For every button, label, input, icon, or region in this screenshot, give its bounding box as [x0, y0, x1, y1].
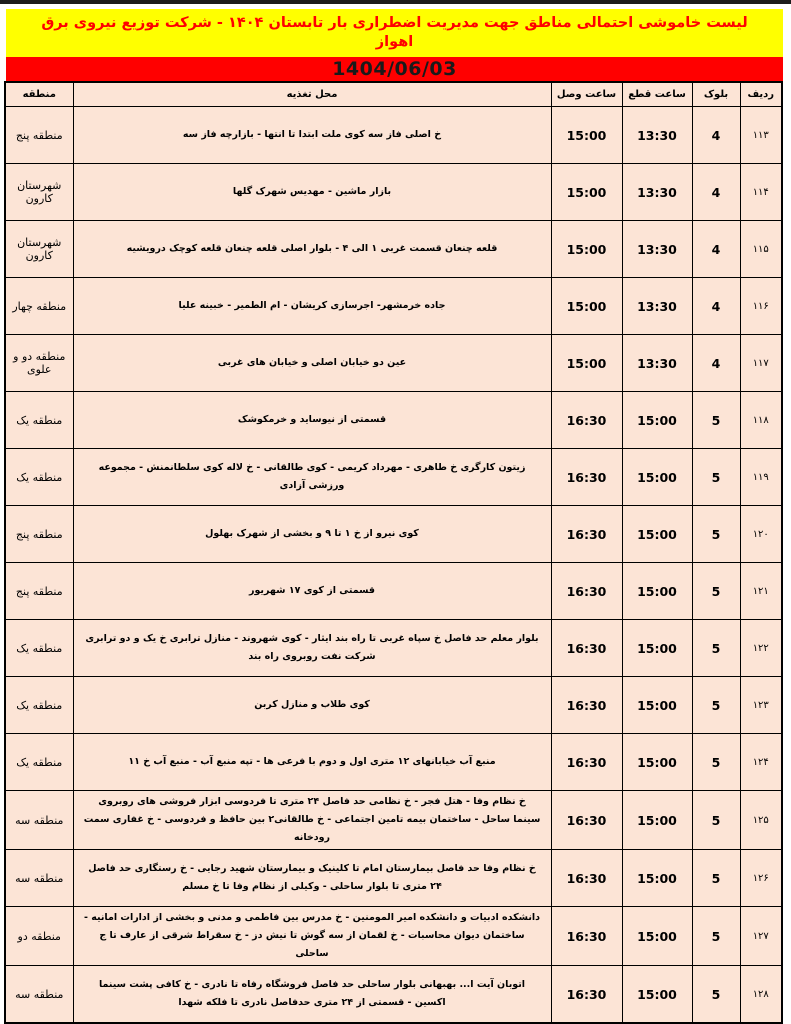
feed-location-cell: اتوبان آیت ا... بهبهانی بلوار ساحلی حد فاصل فروشگاه رفاه تا نادری - خ کافی پشت سینما اکسین - قسمتی از ۲۴ متری حدفاصل نادری تا فلکه شهدا — [73, 966, 551, 1023]
block-number-cell: 4 — [692, 278, 740, 335]
document-title: لیست خاموشی احتمالی مناطق جهت مدیریت اضطراری بار تابستان ۱۴۰۴ - شرکت توزیع نیروی برق اهواز — [41, 15, 748, 50]
row-number-cell: ۱۲۰ — [740, 506, 782, 563]
connect-time-cell: 16:30 — [551, 563, 622, 620]
column-header-region: منطقه — [5, 82, 73, 107]
header-row — [5, 82, 782, 107]
region-name-cell: منطقه دو و علوی — [5, 335, 73, 392]
table-row — [5, 335, 782, 392]
cut-time-cell: 15:00 — [622, 506, 692, 563]
region-name-cell: شهرستان کارون — [5, 164, 73, 221]
table-row — [5, 850, 782, 907]
cut-time-cell: 15:00 — [622, 449, 692, 506]
table-row — [5, 392, 782, 449]
connect-time-cell: 16:30 — [551, 907, 622, 966]
table-header — [5, 82, 782, 107]
block-number-cell: 5 — [692, 966, 740, 1023]
feed-location-cell: خ نظام وفا حد فاصل بیمارستان امام تا کلینیک و بیمارستان شهید رجایی - خ رستگاری حد فاصل ۲۴ متری تا بلوار ساحلی - وکیلی از نظام وفا تا خ مسلم — [73, 850, 551, 907]
row-number-cell: ۱۲۶ — [740, 850, 782, 907]
feed-location-cell: خ نظام وفا - هتل فجر - خ نظامی حد فاصل ۲۴ متری تا فردوسی ابزار فروشی های روبروی سینما ساحل - ساختمان بیمه تامین اجتماعی - خ طالقانی۲ بین حافظ و فردوسی - خ غفاری سمت رودخانه — [73, 791, 551, 850]
region-name-cell: منطقه یک — [5, 449, 73, 506]
connect-time-cell: 16:30 — [551, 966, 622, 1023]
region-name-cell: منطقه چهار — [5, 278, 73, 335]
block-number-cell: 5 — [692, 506, 740, 563]
region-name-cell: منطقه یک — [5, 392, 73, 449]
connect-time-cell: 16:30 — [551, 620, 622, 677]
row-number-cell: ۱۲۳ — [740, 677, 782, 734]
outage-schedule-table — [4, 81, 783, 1024]
table-row — [5, 278, 782, 335]
row-number-cell: ۱۲۵ — [740, 791, 782, 850]
connect-time-cell: 16:30 — [551, 506, 622, 563]
cut-time-cell: 15:00 — [622, 734, 692, 791]
column-header-cut-time: ساعت قطع — [622, 82, 692, 107]
feed-location-cell: منبع آب خیابانهای ۱۲ متری اول و دوم با فرعی ها - تپه منبع آب - منبع آب خ ۱۱ — [73, 734, 551, 791]
feed-location-cell: قسمتی از نیوساید و خرمکوشک — [73, 392, 551, 449]
feed-location-cell: جاده خرمشهر- اجرسازی کریشان - ام الطمیر - خبینه علیا — [73, 278, 551, 335]
column-header-block: بلوک — [692, 82, 740, 107]
row-number-cell: ۱۱۹ — [740, 449, 782, 506]
table-row — [5, 734, 782, 791]
block-number-cell: 4 — [692, 335, 740, 392]
block-number-cell: 4 — [692, 221, 740, 278]
region-name-cell: منطقه پنج — [5, 506, 73, 563]
block-number-cell: 5 — [692, 791, 740, 850]
table-row — [5, 677, 782, 734]
feed-location-cell: دانشکده ادبیات و دانشکده امیر المومنین - خ مدرس بین فاطمی و مدنی و بخشی از ادارات امانیه - ساختمان دیوان محاسبات - خ لقمان از سه گوش تا نیش دز - خ سقراط شرقی از عارف تا ج ساحلی — [73, 907, 551, 966]
table-body — [5, 107, 782, 1023]
cut-time-cell: 15:00 — [622, 563, 692, 620]
column-header-location: محل تغذیه — [73, 82, 551, 107]
cut-time-cell: 13:30 — [622, 221, 692, 278]
feed-location-cell: قسمتی از کوی ۱۷ شهریور — [73, 563, 551, 620]
table-row — [5, 791, 782, 850]
column-header-connect-time: ساعت وصل — [551, 82, 622, 107]
connect-time-cell: 16:30 — [551, 392, 622, 449]
table-row — [5, 164, 782, 221]
table-row — [5, 966, 782, 1023]
table-row — [5, 221, 782, 278]
table-row — [5, 563, 782, 620]
cut-time-cell: 15:00 — [622, 966, 692, 1023]
region-name-cell: منطقه پنج — [5, 563, 73, 620]
row-number-cell: ۱۲۲ — [740, 620, 782, 677]
cut-time-cell: 13:30 — [622, 335, 692, 392]
row-number-cell: ۱۱۶ — [740, 278, 782, 335]
connect-time-cell: 15:00 — [551, 107, 622, 164]
feed-location-cell: کوی نیرو از خ ۱ تا ۹ و بخشی از شهرک بهلول — [73, 506, 551, 563]
feed-location-cell: بلوار معلم حد فاصل خ سپاه غربی تا راه بند ایثار - کوی شهروند - منازل ترابری خ یک و دو ترابری شرکت نفت روبروی راه بند — [73, 620, 551, 677]
connect-time-cell: 16:30 — [551, 449, 622, 506]
region-name-cell: منطقه یک — [5, 620, 73, 677]
connect-time-cell: 15:00 — [551, 221, 622, 278]
row-number-cell: ۱۲۷ — [740, 907, 782, 966]
row-number-cell: ۱۱۵ — [740, 221, 782, 278]
connect-time-cell: 16:30 — [551, 677, 622, 734]
feed-location-cell: عین دو خیابان اصلی و خیابان های غربی — [73, 335, 551, 392]
column-header-radif: ردیف — [740, 82, 782, 107]
cut-time-cell: 15:00 — [622, 791, 692, 850]
table-row — [5, 620, 782, 677]
connect-time-cell: 15:00 — [551, 164, 622, 221]
table-row — [5, 907, 782, 966]
block-number-cell: 5 — [692, 449, 740, 506]
region-name-cell: منطقه سه — [5, 791, 73, 850]
cut-time-cell: 13:30 — [622, 278, 692, 335]
region-name-cell: منطقه سه — [5, 850, 73, 907]
document-page — [0, 4, 791, 1024]
connect-time-cell: 16:30 — [551, 850, 622, 907]
cut-time-cell: 13:30 — [622, 164, 692, 221]
feed-location-cell: قلعه چنعان قسمت غربی ۱ الی ۴ - بلوار اصلی قلعه چنعان قلعه کوچک درویشیه — [73, 221, 551, 278]
block-number-cell: 5 — [692, 563, 740, 620]
feed-location-cell: خ اصلی فاز سه کوی ملت ابتدا تا انتها - بازارچه فاز سه — [73, 107, 551, 164]
schedule-date: 1404/06/03 — [332, 58, 457, 80]
table-row — [5, 506, 782, 563]
feed-location-cell: زیتون کارگری خ طاهری - مهرداد کریمی - کوی طالقانی - خ لاله کوی سلطانمنش - مجموعه ورزشی آزادی — [73, 449, 551, 506]
row-number-cell: ۱۲۴ — [740, 734, 782, 791]
block-number-cell: 5 — [692, 734, 740, 791]
row-number-cell: ۱۱۸ — [740, 392, 782, 449]
cut-time-cell: 13:30 — [622, 107, 692, 164]
table-row — [5, 449, 782, 506]
block-number-cell: 5 — [692, 620, 740, 677]
region-name-cell: منطقه پنج — [5, 107, 73, 164]
region-name-cell: منطقه یک — [5, 677, 73, 734]
row-number-cell: ۱۲۱ — [740, 563, 782, 620]
feed-location-cell: بازار ماشین - مهدیس شهرک گلها — [73, 164, 551, 221]
connect-time-cell: 15:00 — [551, 335, 622, 392]
row-number-cell: ۱۱۳ — [740, 107, 782, 164]
block-number-cell: 5 — [692, 907, 740, 966]
cut-time-cell: 15:00 — [622, 620, 692, 677]
row-number-cell: ۱۱۴ — [740, 164, 782, 221]
block-number-cell: 5 — [692, 677, 740, 734]
block-number-cell: 4 — [692, 164, 740, 221]
block-number-cell: 5 — [692, 850, 740, 907]
region-name-cell: شهرستان کارون — [5, 221, 73, 278]
title-band — [6, 9, 783, 57]
connect-time-cell: 16:30 — [551, 734, 622, 791]
date-band — [6, 57, 783, 81]
connect-time-cell: 15:00 — [551, 278, 622, 335]
table-row — [5, 107, 782, 164]
cut-time-cell: 15:00 — [622, 907, 692, 966]
block-number-cell: 5 — [692, 392, 740, 449]
region-name-cell: منطقه دو — [5, 907, 73, 966]
connect-time-cell: 16:30 — [551, 791, 622, 850]
row-number-cell: ۱۲۸ — [740, 966, 782, 1023]
cut-time-cell: 15:00 — [622, 677, 692, 734]
feed-location-cell: کوی طلاب و منازل کربن — [73, 677, 551, 734]
cut-time-cell: 15:00 — [622, 392, 692, 449]
cut-time-cell: 15:00 — [622, 850, 692, 907]
row-number-cell: ۱۱۷ — [740, 335, 782, 392]
region-name-cell: منطقه یک — [5, 734, 73, 791]
block-number-cell: 4 — [692, 107, 740, 164]
region-name-cell: منطقه سه — [5, 966, 73, 1023]
